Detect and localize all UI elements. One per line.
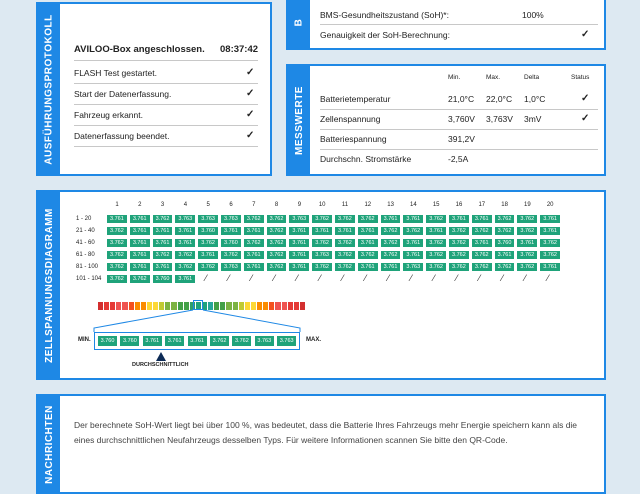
cell-voltage: 3.761 [334, 226, 356, 236]
cell-voltage: 3.760 [197, 226, 219, 236]
grid-column-header: 4 [183, 202, 188, 208]
cell-voltage: 3.761 [357, 262, 379, 272]
grid-column-header: 8 [274, 202, 279, 208]
empty-cell-slash: ⁄ [228, 273, 230, 283]
soh-panel [286, 0, 606, 50]
messages-panel [36, 394, 606, 494]
cell-voltage: 3.762 [106, 274, 128, 284]
cell-voltage: 3.763 [220, 214, 242, 224]
measurement-min: 3,760V [448, 114, 475, 124]
gradient-segment [165, 302, 170, 310]
cell-voltage: 3.762 [494, 226, 516, 236]
cell-voltage: 3.762 [471, 262, 493, 272]
grid-column-header: 7 [252, 202, 256, 208]
legend-value: 3.761 [164, 335, 185, 347]
cell-voltage: 3.761 [197, 250, 219, 260]
cell-voltage: 3.762 [448, 262, 470, 272]
cell-voltage: 3.762 [334, 250, 356, 260]
cell-voltage: 3.761 [129, 238, 151, 248]
cell-voltage: 3.761 [129, 250, 151, 260]
cell-voltage: 3.761 [243, 226, 265, 236]
cell-voltage: 3.762 [425, 214, 447, 224]
cell-voltage: 3.761 [288, 250, 310, 260]
gradient-segment [159, 302, 164, 310]
legend-value: 3.760 [119, 335, 140, 347]
legend-value: 3.761 [142, 335, 163, 347]
grid-column-header: 18 [501, 202, 508, 208]
gradient-segment [263, 302, 268, 310]
header-min: Min. [448, 74, 461, 81]
cell-voltage: 3.763 [288, 214, 310, 224]
cell-voltage: 3.762 [425, 238, 447, 248]
legend-value: 3.761 [187, 335, 208, 347]
cell-voltage: 3.763 [174, 214, 196, 224]
cell-diagram-panel [36, 190, 606, 380]
grid-row-label: 21 - 40 [76, 228, 95, 234]
cell-voltage: 3.761 [152, 226, 174, 236]
cell-voltage: 3.761 [311, 226, 333, 236]
cell-voltage: 3.762 [266, 250, 288, 260]
cell-voltage: 3.762 [402, 226, 424, 236]
empty-cell-slash: ⁄ [410, 273, 412, 283]
cell-voltage: 3.762 [539, 238, 561, 248]
cell-voltage: 3.761 [539, 262, 561, 272]
cell-voltage: 3.762 [357, 214, 379, 224]
gradient-segment [184, 302, 189, 310]
messages-side-label: NACHRICHTEN [38, 396, 60, 492]
check-icon: ✓ [581, 29, 590, 40]
legend-value: 3.762 [231, 335, 252, 347]
average-label: DURCHSCHNITTLICH [132, 362, 189, 368]
grid-row-label: 41 - 60 [76, 240, 95, 246]
cell-voltage: 3.763 [220, 262, 242, 272]
check-icon: ✓ [246, 130, 255, 141]
empty-cell-slash: ⁄ [319, 273, 321, 283]
cell-voltage: 3.761 [380, 262, 402, 272]
measurement-max: 3,763V [486, 114, 513, 124]
cell-voltage: 3.762 [129, 274, 151, 284]
cell-voltage: 3.761 [539, 214, 561, 224]
grid-column-header: 9 [297, 202, 302, 208]
cell-voltage: 3.762 [425, 262, 447, 272]
cell-voltage: 3.761 [471, 214, 493, 224]
cell-voltage: 3.762 [266, 226, 288, 236]
header-max: Max. [486, 74, 501, 81]
soh-value: 100% [522, 10, 544, 20]
grid-column-header: 2 [138, 202, 142, 208]
cell-voltage: 3.761 [152, 238, 174, 248]
cell-voltage: 3.761 [402, 238, 424, 248]
empty-cell-slash: ⁄ [387, 273, 390, 283]
cell-voltage: 3.762 [334, 214, 356, 224]
grid-column-header: 14 [410, 202, 417, 208]
cell-voltage: 3.761 [152, 262, 174, 272]
cell-voltage: 3.762 [357, 250, 379, 260]
protocol-step: Fahrzeug erkannt. [74, 110, 143, 120]
cell-voltage: 3.763 [402, 262, 424, 272]
gradient-selected-marker [193, 300, 203, 310]
soh-side-label: B [288, 0, 310, 48]
check-icon: ✓ [246, 88, 255, 99]
cell-voltage: 3.761 [288, 262, 310, 272]
cell-voltage: 3.762 [266, 214, 288, 224]
grid-column-header: 17 [478, 202, 486, 208]
measurement-label: Zellenspannung [320, 114, 381, 124]
cell-voltage: 3.761 [106, 214, 128, 224]
gradient-segment [171, 302, 176, 310]
empty-cell-slash: ⁄ [501, 273, 504, 283]
grid-column-header: 3 [160, 202, 165, 208]
gradient-segment [104, 302, 109, 310]
cell-voltage: 3.761 [516, 238, 538, 248]
gradient-segment [129, 302, 134, 310]
measurement-delta: 1,0°C [524, 94, 546, 104]
legend-value: 3.763 [254, 335, 275, 347]
cell-voltage: 3.762 [516, 214, 538, 224]
gradient-segment [208, 302, 213, 310]
measurement-min: 21,0°C [448, 94, 475, 104]
cell-voltage: 3.761 [129, 214, 151, 224]
grid-column-header: 5 [206, 202, 210, 208]
cell-voltage: 3.762 [448, 238, 470, 248]
measurements-panel [286, 64, 606, 176]
cell-voltage: 3.762 [516, 250, 538, 260]
cell-voltage: 3.761 [129, 226, 151, 236]
grid-column-header: 13 [387, 202, 394, 208]
protocol-step: Datenerfassung beendet. [74, 131, 170, 141]
cell-voltage: 3.762 [197, 238, 219, 248]
cell-voltage: 3.761 [174, 238, 196, 248]
messages-text: Der berechnete SoH-Wert liegt bei über 100 %, was bedeutet, dass die Batterie Ihres Fahrzeugs mehr Energie speichern kann als die eines durchschnittlichen Neufahrzeugs desselben Typs. Für weitere Informationen scannen Sie bitte den QR-Code. [74, 420, 578, 445]
empty-cell-slash: ⁄ [456, 273, 458, 283]
gradient-segment [220, 302, 225, 310]
grid-column-header: 1 [115, 202, 119, 208]
gradient-segment [251, 302, 256, 310]
check-icon: ✓ [581, 93, 590, 104]
grid-column-header: 15 [432, 202, 440, 208]
gradient-segment [122, 302, 127, 310]
cell-voltage: 3.761 [380, 214, 402, 224]
cell-voltage: 3.762 [516, 262, 538, 272]
cell-voltage: 3.762 [106, 262, 128, 272]
gradient-segment [226, 302, 231, 310]
measurements-side-label: MESSWERTE [288, 66, 310, 174]
cell-voltage: 3.762 [266, 238, 288, 248]
cell-voltage: 3.762 [174, 250, 196, 260]
gradient-segment [214, 302, 219, 310]
cell-voltage: 3.762 [311, 238, 333, 248]
gradient-segment [98, 302, 103, 310]
protocol-panel [36, 2, 272, 176]
cell-voltage: 3.761 [402, 214, 424, 224]
gradient-segment [269, 302, 274, 310]
gradient-segment [141, 302, 146, 310]
cell-voltage: 3.762 [425, 250, 447, 260]
grid-column-header: 16 [455, 202, 463, 208]
measurement-label: Batterietemperatur [320, 94, 391, 104]
cell-voltage: 3.762 [174, 262, 196, 272]
cell-voltage: 3.762 [106, 226, 128, 236]
cell-voltage: 3.761 [402, 250, 424, 260]
grid-column-header: 11 [341, 202, 349, 208]
cell-voltage: 3.762 [152, 214, 174, 224]
empty-cell-slash: ⁄ [547, 273, 549, 283]
empty-cell-slash: ⁄ [296, 273, 298, 283]
protocol-header: AVILOO-Box angeschlossen. [74, 44, 205, 55]
empty-cell-slash: ⁄ [250, 273, 253, 283]
protocol-step: Start der Datenerfassung. [74, 89, 172, 99]
cell-voltage: 3.761 [448, 214, 470, 224]
gradient-segment [116, 302, 121, 310]
gradient-segment [239, 302, 244, 310]
soh-accuracy-label: Genauigkeit der SoH-Berechnung: [320, 30, 450, 40]
cell-voltage: 3.762 [471, 250, 493, 260]
cell-voltage: 3.760 [494, 238, 516, 248]
measurement-min: -2,5A [448, 154, 469, 164]
cell-voltage: 3.762 [311, 214, 333, 224]
cell-voltage: 3.761 [243, 262, 265, 272]
cell-voltage: 3.762 [106, 250, 128, 260]
measurement-max: 22,0°C [486, 94, 513, 104]
cell-voltage: 3.761 [494, 250, 516, 260]
grid-row-label: 81 - 100 [76, 264, 99, 270]
check-icon: ✓ [581, 113, 590, 124]
check-icon: ✓ [246, 67, 255, 78]
cell-voltage: 3.762 [380, 238, 402, 248]
gradient-segment [257, 302, 262, 310]
empty-cell-slash: ⁄ [364, 273, 367, 283]
protocol-step: FLASH Test gestartet. [74, 68, 157, 78]
grid-column-header: 19 [524, 202, 531, 208]
cell-voltage: 3.762 [494, 262, 516, 272]
grid-row-label: 1 - 20 [76, 216, 92, 222]
cell-voltage: 3.760 [152, 274, 174, 284]
cell-voltage: 3.763 [311, 250, 333, 260]
cell-voltage: 3.762 [494, 214, 516, 224]
cell-voltage: 3.761 [129, 262, 151, 272]
soh-label: BMS-Gesundheitszustand (SoH)*: [320, 10, 449, 20]
empty-cell-slash: ⁄ [478, 273, 481, 283]
cell-voltage: 3.762 [516, 226, 538, 236]
cell-voltage: 3.761 [220, 226, 242, 236]
cell-voltage: 3.762 [380, 226, 402, 236]
cell-voltage: 3.761 [471, 238, 493, 248]
gradient-segment [233, 302, 238, 310]
gradient-segment [288, 302, 293, 310]
gradient-segment [135, 302, 140, 310]
protocol-time: 08:37:42 [220, 44, 259, 55]
gradient-segment [275, 302, 280, 310]
cell-voltage: 3.762 [311, 262, 333, 272]
gradient-segment [147, 302, 152, 310]
cell-voltage: 3.763 [197, 214, 219, 224]
gradient-segment [110, 302, 115, 310]
protocol-side-label: AUSFÜHRUNGSPROTOKOLL [38, 4, 60, 174]
cell-voltage: 3.761 [174, 274, 196, 284]
average-marker-icon [156, 352, 166, 361]
cell-voltage: 3.761 [174, 226, 196, 236]
cell-voltage: 3.761 [425, 226, 447, 236]
cell-voltage: 3.762 [448, 226, 470, 236]
measurement-delta: 3mV [524, 114, 542, 124]
measurement-min: 391,2V [448, 134, 475, 144]
check-icon: ✓ [246, 109, 255, 120]
cell-voltage: 3.762 [448, 250, 470, 260]
grid-column-header: 6 [229, 202, 233, 208]
gradient-segment [178, 302, 183, 310]
header-delta: Delta [524, 74, 540, 81]
empty-cell-slash: ⁄ [433, 273, 435, 283]
gradient-segment [282, 302, 287, 310]
cell-voltage: 3.762 [152, 250, 174, 260]
gradient-segment [300, 302, 305, 310]
grid-column-header: 20 [546, 202, 554, 208]
measurement-label: Batteriespannung [320, 134, 387, 144]
legend-value: 3.763 [276, 335, 297, 347]
cell-voltage: 3.760 [220, 238, 242, 248]
measurement-label: Durchschn. Stromstärke [320, 154, 412, 164]
cell-voltage: 3.762 [380, 250, 402, 260]
cell-voltage: 3.762 [106, 238, 128, 248]
cell-voltage: 3.762 [334, 262, 356, 272]
legend-max-label: MAX. [306, 337, 321, 343]
cell-voltage: 3.761 [243, 250, 265, 260]
cell-voltage: 3.762 [220, 250, 242, 260]
legend-value: 3.760 [97, 335, 118, 347]
cell-voltage: 3.761 [288, 226, 310, 236]
cell-diagram-side-label: ZELLSPANNUNGSDIAGRAMM [38, 192, 60, 378]
cell-voltage: 3.761 [288, 238, 310, 248]
gradient-segment [153, 302, 158, 310]
cell-voltage: 3.762 [197, 262, 219, 272]
cell-voltage: 3.762 [243, 238, 265, 248]
header-status: Status [571, 74, 590, 81]
grid-column-header: 10 [318, 202, 326, 208]
grid-row-label: 101 - 104 [76, 276, 102, 282]
empty-cell-slash: ⁄ [524, 273, 526, 283]
cell-voltage: 3.762 [334, 238, 356, 248]
legend-min-label: MIN. [78, 337, 91, 343]
cell-voltage: 3.761 [357, 238, 379, 248]
cell-voltage: 3.762 [243, 214, 265, 224]
grid-column-header: 12 [364, 202, 372, 208]
grid-row-label: 61 - 80 [76, 252, 95, 258]
gradient-segment [294, 302, 299, 310]
cell-voltage: 3.761 [539, 226, 561, 236]
cell-voltage: 3.762 [266, 262, 288, 272]
cell-voltage: 3.762 [539, 250, 561, 260]
empty-cell-slash: ⁄ [205, 273, 207, 283]
empty-cell-slash: ⁄ [273, 273, 276, 283]
legend-value: 3.762 [209, 335, 230, 347]
empty-cell-slash: ⁄ [342, 273, 344, 283]
gradient-segment [245, 302, 250, 310]
cell-voltage: 3.761 [357, 226, 379, 236]
cell-voltage: 3.762 [471, 226, 493, 236]
